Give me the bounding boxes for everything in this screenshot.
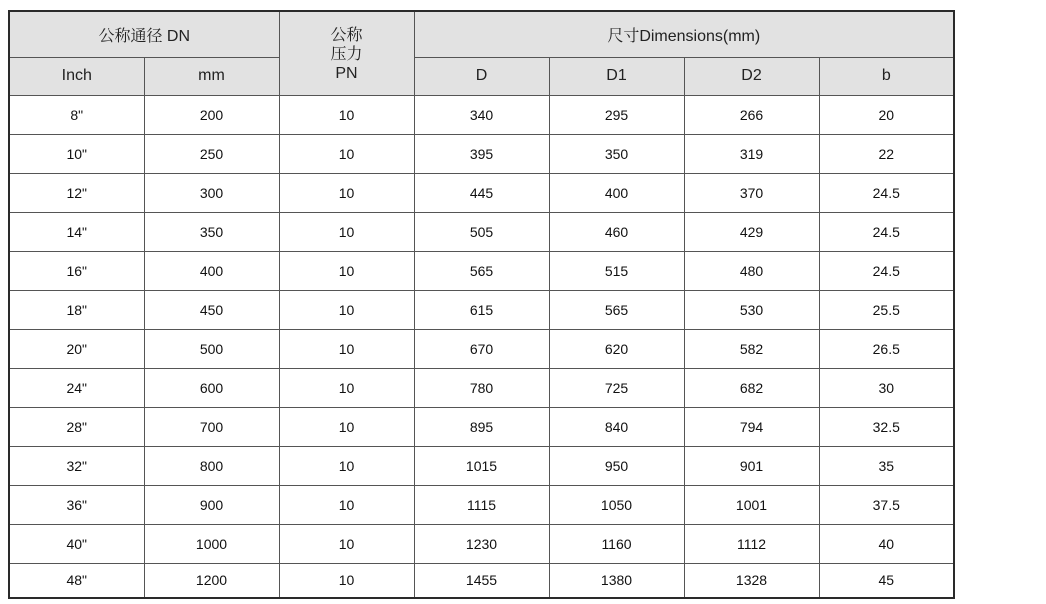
table-row	[9, 407, 954, 446]
cell-d2: 429	[684, 212, 819, 251]
cell-b: 45	[819, 563, 954, 598]
cell-d2: 266	[684, 95, 819, 134]
cell-d1: 725	[549, 368, 684, 407]
header-inch: Inch	[9, 57, 144, 95]
cell-inch: 16"	[9, 251, 144, 290]
cell-d1: 515	[549, 251, 684, 290]
header-mm: mm	[144, 57, 279, 95]
cell-pn: 10	[279, 524, 414, 563]
cell-d1: 1050	[549, 485, 684, 524]
header-pn-line-1: 公称	[330, 26, 363, 44]
cell-pn: 10	[279, 173, 414, 212]
cell-d1: 350	[549, 134, 684, 173]
cell-inch: 10"	[9, 134, 144, 173]
table-row	[9, 134, 954, 173]
cell-d2: 1001	[684, 485, 819, 524]
cell-pn: 10	[279, 446, 414, 485]
header-nominal-pressure	[279, 11, 414, 95]
table-row	[9, 368, 954, 407]
cell-d: 565	[414, 251, 549, 290]
header-dimensions: 尺寸Dimensions(mm)	[414, 11, 954, 57]
cell-pn: 10	[279, 563, 414, 598]
cell-d: 1230	[414, 524, 549, 563]
header-nominal-diameter: 公称通径 DN	[9, 11, 279, 57]
cell-mm: 900	[144, 485, 279, 524]
cell-d: 445	[414, 173, 549, 212]
cell-pn: 10	[279, 95, 414, 134]
cell-mm: 500	[144, 329, 279, 368]
dimensions-table	[8, 10, 955, 599]
cell-d: 1015	[414, 446, 549, 485]
cell-d1: 620	[549, 329, 684, 368]
cell-b: 37.5	[819, 485, 954, 524]
header-b: b	[819, 57, 954, 95]
cell-b: 26.5	[819, 329, 954, 368]
cell-inch: 28"	[9, 407, 144, 446]
cell-pn: 10	[279, 329, 414, 368]
cell-d: 1115	[414, 485, 549, 524]
cell-inch: 18"	[9, 290, 144, 329]
cell-pn: 10	[279, 134, 414, 173]
cell-mm: 1200	[144, 563, 279, 598]
cell-b: 35	[819, 446, 954, 485]
cell-d: 395	[414, 134, 549, 173]
cell-mm: 1000	[144, 524, 279, 563]
cell-mm: 250	[144, 134, 279, 173]
cell-pn: 10	[279, 251, 414, 290]
cell-inch: 8"	[9, 95, 144, 134]
cell-pn: 10	[279, 368, 414, 407]
cell-d1: 1160	[549, 524, 684, 563]
cell-d1: 295	[549, 95, 684, 134]
cell-d: 505	[414, 212, 549, 251]
cell-inch: 12"	[9, 173, 144, 212]
cell-d1: 1380	[549, 563, 684, 598]
table-header	[9, 11, 954, 95]
cell-d2: 480	[684, 251, 819, 290]
cell-d: 895	[414, 407, 549, 446]
cell-d2: 901	[684, 446, 819, 485]
cell-mm: 600	[144, 368, 279, 407]
table-body	[9, 95, 954, 598]
cell-b: 40	[819, 524, 954, 563]
cell-mm: 700	[144, 407, 279, 446]
header-d1: D1	[549, 57, 684, 95]
cell-d: 615	[414, 290, 549, 329]
cell-b: 24.5	[819, 212, 954, 251]
cell-d2: 794	[684, 407, 819, 446]
cell-b: 22	[819, 134, 954, 173]
cell-mm: 800	[144, 446, 279, 485]
cell-b: 20	[819, 95, 954, 134]
cell-pn: 10	[279, 212, 414, 251]
table-row	[9, 329, 954, 368]
cell-b: 25.5	[819, 290, 954, 329]
header-row-group	[9, 11, 954, 57]
cell-d2: 530	[684, 290, 819, 329]
cell-d1: 950	[549, 446, 684, 485]
cell-d1: 840	[549, 407, 684, 446]
cell-pn: 10	[279, 290, 414, 329]
cell-b: 30	[819, 368, 954, 407]
table-row	[9, 95, 954, 134]
cell-d2: 1328	[684, 563, 819, 598]
cell-d: 340	[414, 95, 549, 134]
header-d: D	[414, 57, 549, 95]
cell-d: 780	[414, 368, 549, 407]
cell-mm: 300	[144, 173, 279, 212]
table-row	[9, 290, 954, 329]
header-pn-line-3: PN	[335, 64, 358, 82]
cell-d2: 582	[684, 329, 819, 368]
header-row-columns	[9, 57, 954, 95]
cell-d: 1455	[414, 563, 549, 598]
cell-d1: 565	[549, 290, 684, 329]
cell-pn: 10	[279, 407, 414, 446]
cell-d: 670	[414, 329, 549, 368]
cell-inch: 14"	[9, 212, 144, 251]
cell-d2: 370	[684, 173, 819, 212]
cell-mm: 450	[144, 290, 279, 329]
cell-inch: 20"	[9, 329, 144, 368]
cell-d1: 460	[549, 212, 684, 251]
cell-inch: 48"	[9, 563, 144, 598]
cell-mm: 200	[144, 95, 279, 134]
cell-pn: 10	[279, 485, 414, 524]
table-row	[9, 446, 954, 485]
cell-d2: 1112	[684, 524, 819, 563]
cell-b: 24.5	[819, 251, 954, 290]
cell-inch: 32"	[9, 446, 144, 485]
cell-d1: 400	[549, 173, 684, 212]
table-row	[9, 173, 954, 212]
cell-d2: 319	[684, 134, 819, 173]
header-pn-line-2: 压力	[330, 45, 363, 63]
header-d2: D2	[684, 57, 819, 95]
table-row	[9, 563, 954, 598]
table-row	[9, 212, 954, 251]
cell-b: 24.5	[819, 173, 954, 212]
table-row	[9, 251, 954, 290]
cell-mm: 350	[144, 212, 279, 251]
cell-inch: 36"	[9, 485, 144, 524]
cell-mm: 400	[144, 251, 279, 290]
table-row	[9, 524, 954, 563]
cell-inch: 40"	[9, 524, 144, 563]
cell-d2: 682	[684, 368, 819, 407]
cell-b: 32.5	[819, 407, 954, 446]
table-row	[9, 485, 954, 524]
cell-inch: 24"	[9, 368, 144, 407]
